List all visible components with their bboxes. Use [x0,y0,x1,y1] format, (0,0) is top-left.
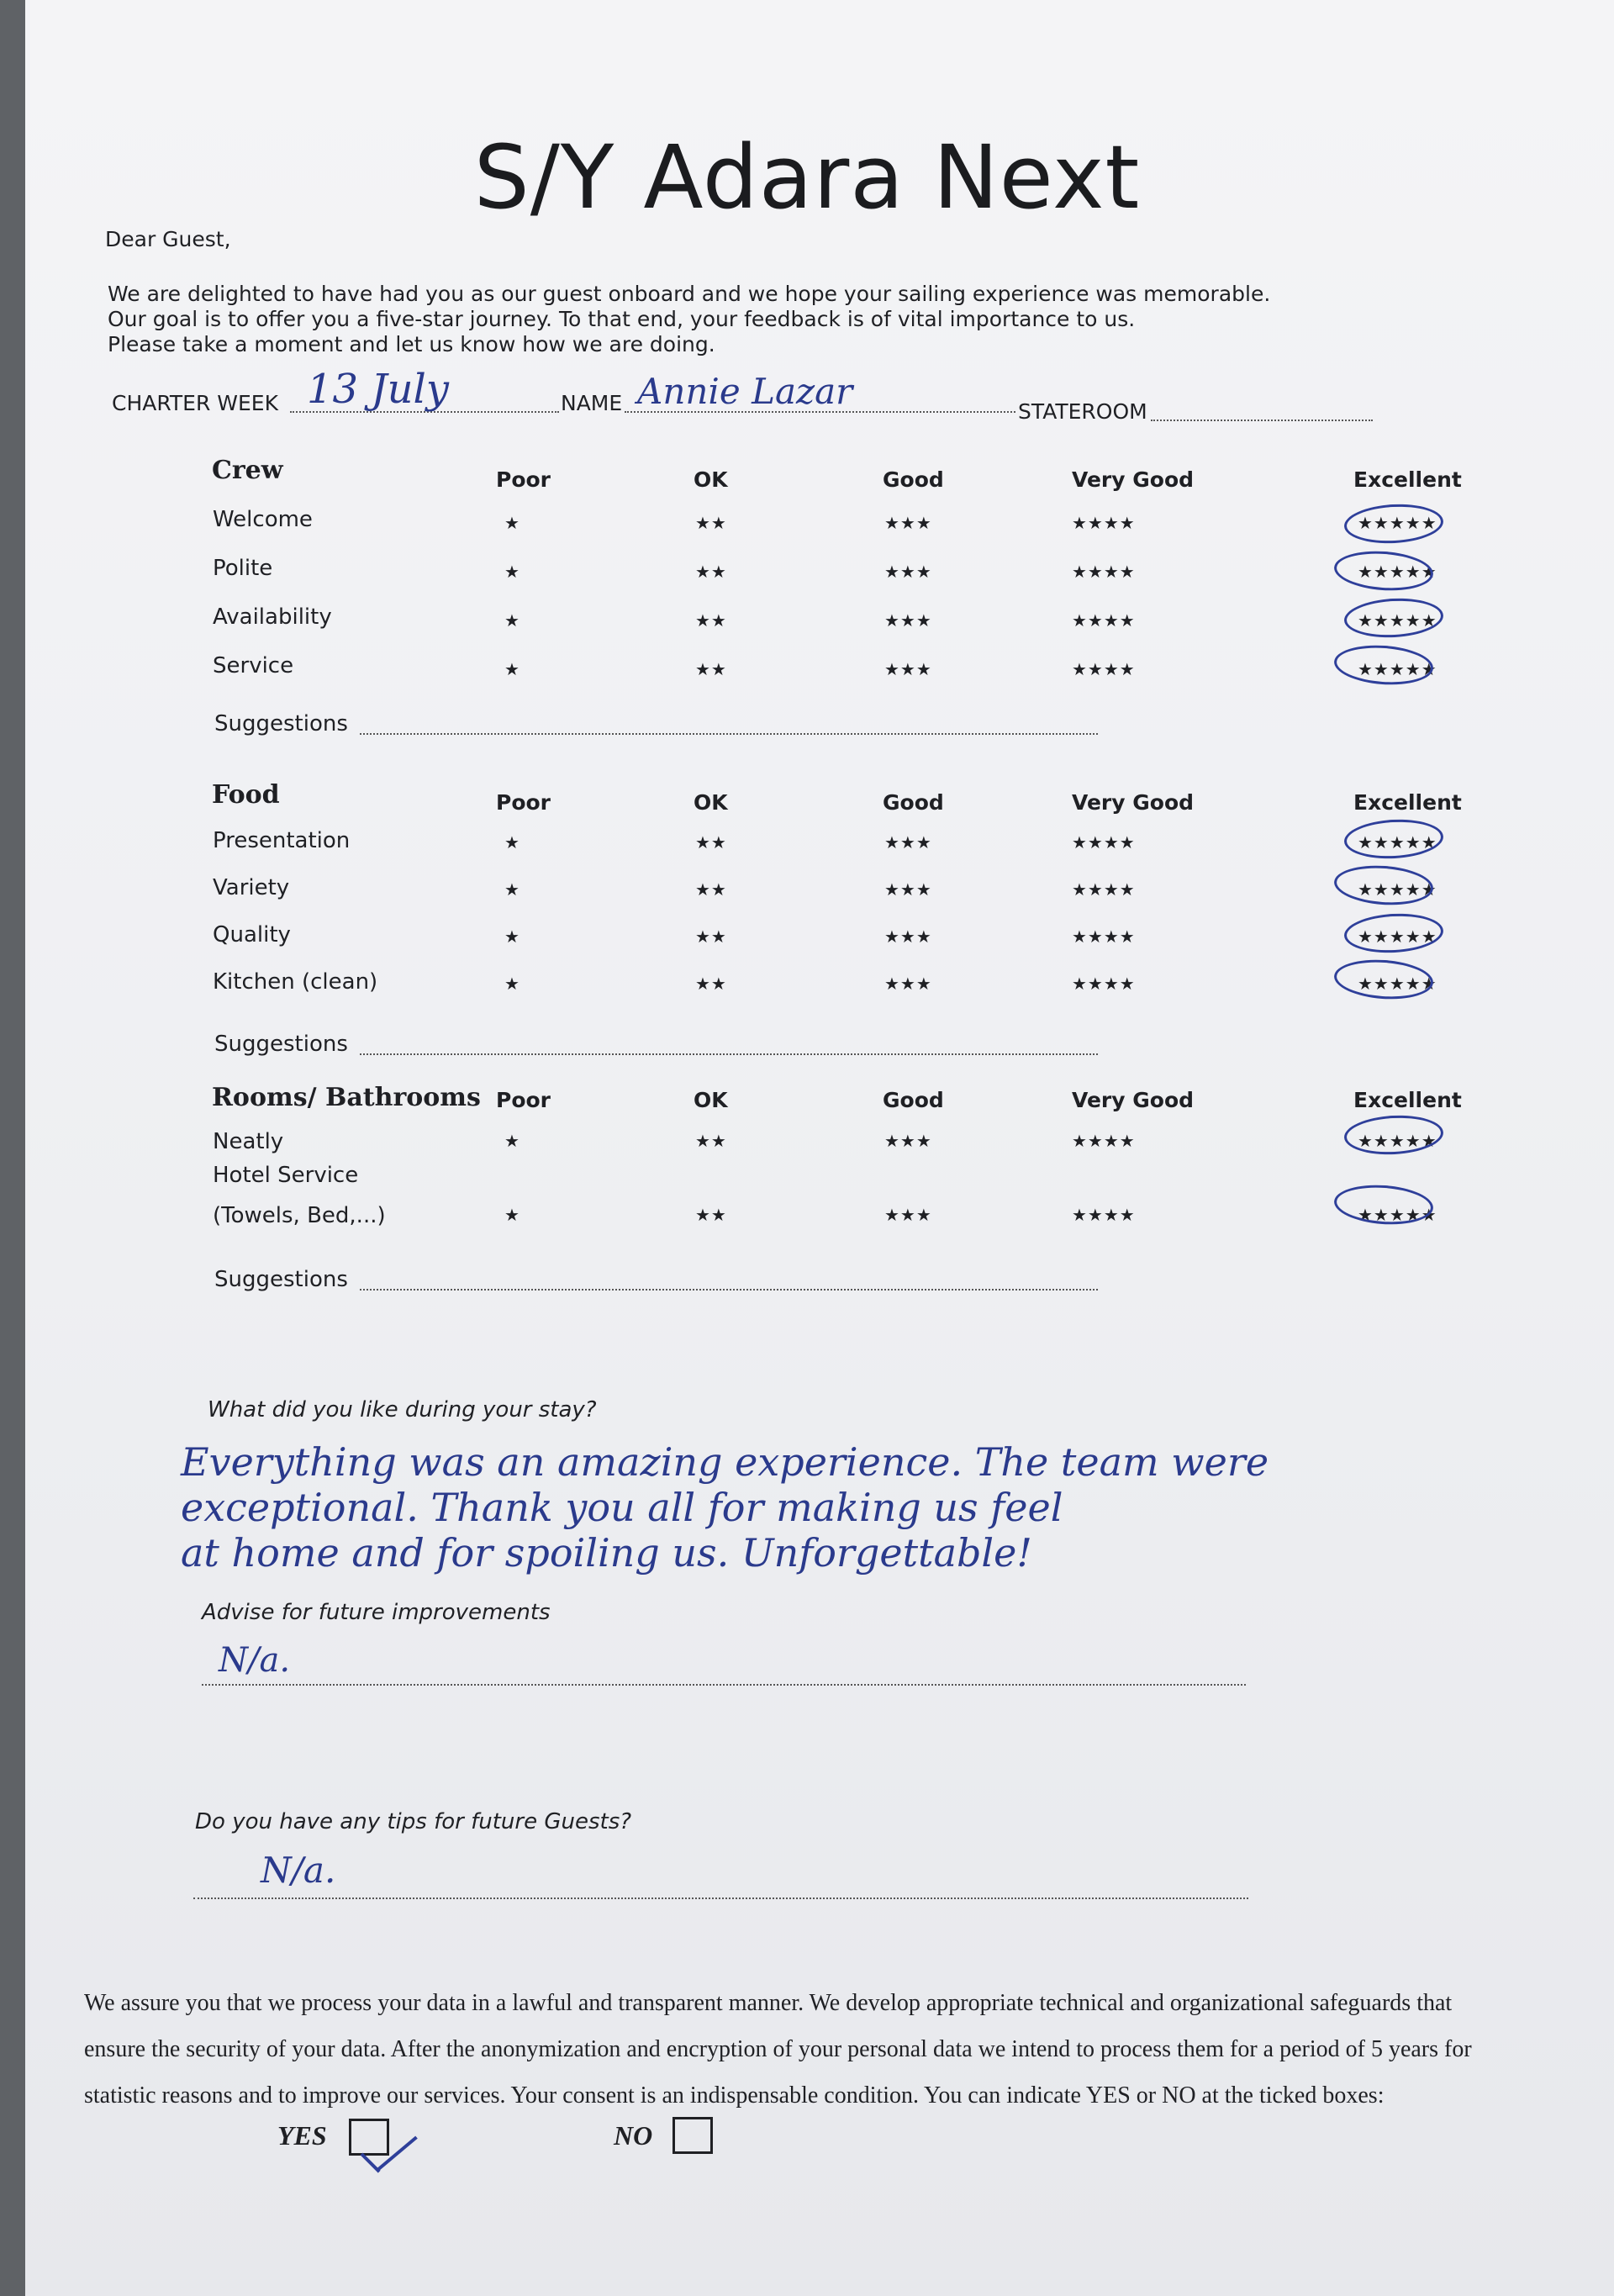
rating-row-label: Kitchen (clean) [213,969,378,995]
stateroom-label: STATEROOM [1018,399,1147,424]
privacy-notice [84,1980,1589,2119]
tips-line [193,1897,1248,1899]
charter-week-label: CHARTER WEEK [112,391,278,415]
rating-row-label: Neatly [213,1129,284,1154]
rating-option-2-star[interactable]: ★★ [695,513,727,533]
rating-option-1-star[interactable]: ★ [504,562,520,582]
tips-question: Do you have any tips for future Guests? [195,1809,632,1834]
suggestions-label: Suggestions [214,1032,348,1057]
rating-option-5-star[interactable]: ★★★★★ [1358,1131,1437,1151]
rating-option-5-star[interactable]: ★★★★★ [1358,1205,1437,1225]
rating-option-5-star[interactable]: ★★★★★ [1358,926,1437,947]
column-header: OK [694,790,728,815]
rating-row-label: Service [213,653,294,678]
rating-row-label: Welcome [213,507,313,532]
rating-option-2-star[interactable]: ★★ [695,1205,727,1225]
greeting: Dear Guest, [105,227,231,251]
rating-option-4-star[interactable]: ★★★★ [1072,879,1136,900]
rating-option-3-star[interactable]: ★★★ [884,659,932,679]
suggestions-field[interactable] [360,733,1098,735]
suggestions-field[interactable] [360,1289,1098,1291]
rating-option-1-star[interactable]: ★ [504,832,520,852]
column-header: Poor [496,790,551,815]
charter-week-field[interactable]: 13 July [307,366,449,413]
name-label: NAME [561,391,623,415]
rating-option-4-star[interactable]: ★★★★ [1072,832,1136,852]
rating-option-2-star[interactable]: ★★ [695,926,727,947]
section-title: Crew [212,456,283,485]
form-title: S/Y Adara Next [473,126,1141,229]
rating-option-5-star[interactable]: ★★★★★ [1358,610,1437,631]
improve-line [202,1684,1246,1686]
rating-option-3-star[interactable]: ★★★ [884,926,932,947]
liked-answer-line: at home and for spoiling us. Unforgettable! [181,1530,1032,1576]
rating-option-2-star[interactable]: ★★ [695,879,727,900]
rating-option-5-star[interactable]: ★★★★★ [1358,513,1437,533]
liked-answer[interactable] [181,1439,1269,1576]
rating-option-5-star[interactable]: ★★★★★ [1358,879,1437,900]
liked-answer-line: exceptional. Thank you all for making us feel [181,1485,1063,1530]
rating-option-3-star[interactable]: ★★★ [884,1131,932,1151]
rating-option-1-star[interactable]: ★ [504,879,520,900]
improve-answer[interactable]: N/a. [219,1641,291,1680]
column-header: Excellent [1353,1088,1462,1112]
rating-option-1-star[interactable]: ★ [504,926,520,947]
suggestions-label: Suggestions [214,711,348,736]
improve-question: Advise for future improvements [202,1600,551,1625]
rating-option-5-star[interactable]: ★★★★★ [1358,659,1437,679]
rating-option-2-star[interactable]: ★★ [695,832,727,852]
rating-option-1-star[interactable]: ★ [504,974,520,994]
rating-row-label: Availability [213,604,332,630]
rating-option-4-star[interactable]: ★★★★ [1072,659,1136,679]
no-checkbox[interactable] [672,2117,713,2154]
rating-option-2-star[interactable]: ★★ [695,610,727,631]
rating-option-3-star[interactable]: ★★★ [884,1205,932,1225]
rating-row-label: Quality [213,922,291,947]
rating-row-label: Hotel Service [213,1163,359,1188]
rating-option-1-star[interactable]: ★ [504,659,520,679]
rating-option-4-star[interactable]: ★★★★ [1072,1205,1136,1225]
rating-option-2-star[interactable]: ★★ [695,659,727,679]
rating-option-4-star[interactable]: ★★★★ [1072,1131,1136,1151]
column-header: Good [883,467,944,492]
rating-option-5-star[interactable]: ★★★★★ [1358,832,1437,852]
rating-option-3-star[interactable]: ★★★ [884,879,932,900]
column-header: OK [694,1088,728,1112]
column-header: Excellent [1353,790,1462,815]
rating-option-3-star[interactable]: ★★★ [884,832,932,852]
column-header: Poor [496,1088,551,1112]
liked-answer-line: Everything was an amazing experience. The team were [181,1439,1269,1485]
column-header: OK [694,467,728,492]
column-header: Very Good [1072,1088,1195,1112]
rating-option-2-star[interactable]: ★★ [695,974,727,994]
privacy-line: ensure the security of your data. After the anonymization and encryption of your personal data we intend to process them for a period of 5 years for [84,2036,1472,2062]
name-field[interactable]: Annie Lazar [637,371,853,412]
intro-line: Please take a moment and let us know how we are doing. [108,332,715,356]
rating-option-1-star[interactable]: ★ [504,1205,520,1225]
rating-row-label: Presentation [213,828,351,853]
guest-info-row [112,366,1289,433]
rating-option-1-star[interactable]: ★ [504,610,520,631]
intro-line: We are delighted to have had you as our guest onboard and we hope your sailing experience was memorable. [108,282,1271,306]
privacy-line: statistic reasons and to improve our services. Your consent is an indispensable condition. You can indicate YES or NO at the ticked boxes: [84,2082,1385,2109]
section-title: Food [212,780,280,810]
suggestions-label: Suggestions [214,1267,348,1292]
rating-option-1-star[interactable]: ★ [504,513,520,533]
rating-row-label: Polite [213,556,273,581]
rating-option-4-star[interactable]: ★★★★ [1072,610,1136,631]
yes-checkbox[interactable] [349,2119,389,2156]
rating-option-4-star[interactable]: ★★★★ [1072,513,1136,533]
rating-option-3-star[interactable]: ★★★ [884,610,932,631]
rating-option-4-star[interactable]: ★★★★ [1072,562,1136,582]
yes-label: YES [277,2120,327,2151]
no-label: NO [614,2120,653,2151]
privacy-line: We assure you that we process your data in a lawful and transparent manner. We develop appropriate technical and organizational safeguards that [84,1990,1453,2016]
intro-text [108,282,1369,357]
rating-option-4-star[interactable]: ★★★★ [1072,974,1136,994]
section-title: Rooms/ Bathrooms [212,1083,481,1112]
stateroom-field[interactable] [1151,420,1373,421]
column-header: Very Good [1072,790,1195,815]
rating-row-label: (Towels, Bed,...) [213,1203,386,1228]
suggestions-field[interactable] [360,1053,1098,1055]
rating-option-3-star[interactable]: ★★★ [884,513,932,533]
column-header: Excellent [1353,467,1462,492]
rating-option-2-star[interactable]: ★★ [695,562,727,582]
liked-question: What did you like during your stay? [208,1397,597,1422]
rating-option-1-star[interactable]: ★ [504,1131,520,1151]
rating-option-5-star[interactable]: ★★★★★ [1358,562,1437,582]
rating-option-3-star[interactable]: ★★★ [884,562,932,582]
column-header: Good [883,790,944,815]
tips-answer[interactable]: N/a. [261,1850,336,1891]
column-header: Very Good [1072,467,1195,492]
intro-line: Our goal is to offer you a five-star journey. To that end, your feedback is of vital importance to us. [108,307,1136,331]
rating-option-2-star[interactable]: ★★ [695,1131,727,1151]
column-header: Poor [496,467,551,492]
rating-option-3-star[interactable]: ★★★ [884,974,932,994]
rating-row-label: Variety [213,875,290,900]
column-header: Good [883,1088,944,1112]
rating-option-4-star[interactable]: ★★★★ [1072,926,1136,947]
rating-option-5-star[interactable]: ★★★★★ [1358,974,1437,994]
